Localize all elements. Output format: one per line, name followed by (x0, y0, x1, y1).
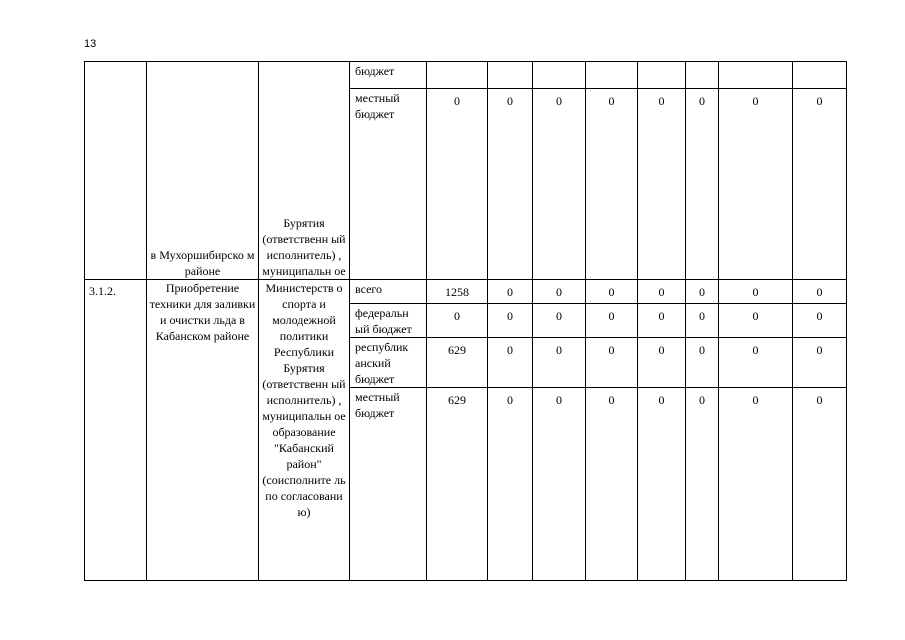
value-cell: 0 (686, 280, 719, 304)
value-cell: 0 (586, 338, 638, 388)
value-cell: 0 (488, 304, 533, 338)
value-cell: 0 (586, 304, 638, 338)
value-cell: 0 (638, 89, 686, 280)
value-cell: 0 (533, 338, 586, 388)
value-cell: 0 (533, 89, 586, 280)
value-cell: 1258 (427, 280, 488, 304)
value-cell: 0 (488, 280, 533, 304)
value-cell: 0 (427, 304, 488, 338)
value-cell: 0 (638, 338, 686, 388)
value-cell: 0 (686, 338, 719, 388)
code-cell (85, 62, 147, 280)
funding-source-cell: бюджет (350, 62, 427, 89)
value-cell: 0 (488, 89, 533, 280)
value-cell: 0 (533, 388, 586, 581)
value-cell: 0 (793, 304, 847, 338)
funding-source-cell: местный бюджет (350, 388, 427, 581)
value-cell: 629 (427, 338, 488, 388)
value-cell (719, 62, 793, 89)
value-cell: 0 (686, 388, 719, 581)
value-cell: 0 (793, 89, 847, 280)
budget-table (84, 61, 847, 581)
value-cell: 0 (719, 338, 793, 388)
table-row (85, 62, 847, 89)
value-cell: 0 (793, 388, 847, 581)
value-cell: 0 (793, 280, 847, 304)
page-number: 13 (84, 38, 97, 50)
value-cell (533, 62, 586, 89)
executor-cell: Министерств о спорта и молодежной политики Республики Бурятия (ответственн ый исполнитель) , муниципальн ое образование "Кабанский район" (соисполните ль по согласовани ю) (259, 280, 350, 581)
event-name-cell: Приобретение техники для заливки и очистки льда в Кабанском районе (147, 280, 259, 581)
value-cell: 0 (638, 304, 686, 338)
event-name-cell: в Мухоршибирско м районе (147, 62, 259, 280)
value-cell: 0 (719, 388, 793, 581)
value-cell (427, 62, 488, 89)
value-cell: 0 (719, 304, 793, 338)
value-cell: 0 (719, 89, 793, 280)
table-row (85, 280, 847, 304)
funding-source-cell: республик анский бюджет (350, 338, 427, 388)
value-cell: 0 (427, 89, 488, 280)
value-cell (793, 62, 847, 89)
value-cell: 0 (793, 338, 847, 388)
value-cell: 0 (686, 304, 719, 338)
funding-source-cell: всего (350, 280, 427, 304)
value-cell: 0 (686, 89, 719, 280)
funding-source-cell: федеральн ый бюджет (350, 304, 427, 338)
value-cell (488, 62, 533, 89)
value-cell: 0 (586, 388, 638, 581)
value-cell: 0 (533, 280, 586, 304)
code-cell: 3.1.2. (85, 280, 147, 581)
value-cell (686, 62, 719, 89)
value-cell: 0 (488, 388, 533, 581)
value-cell: 0 (586, 89, 638, 280)
value-cell: 0 (638, 280, 686, 304)
value-cell: 0 (638, 388, 686, 581)
value-cell: 0 (533, 304, 586, 338)
value-cell: 0 (488, 338, 533, 388)
value-cell: 0 (586, 280, 638, 304)
value-cell: 0 (719, 280, 793, 304)
value-cell (638, 62, 686, 89)
value-cell: 629 (427, 388, 488, 581)
funding-source-cell: местный бюджет (350, 89, 427, 280)
executor-cell: Бурятия (ответственн ый исполнитель) , муниципальн ое (259, 62, 350, 280)
value-cell (586, 62, 638, 89)
